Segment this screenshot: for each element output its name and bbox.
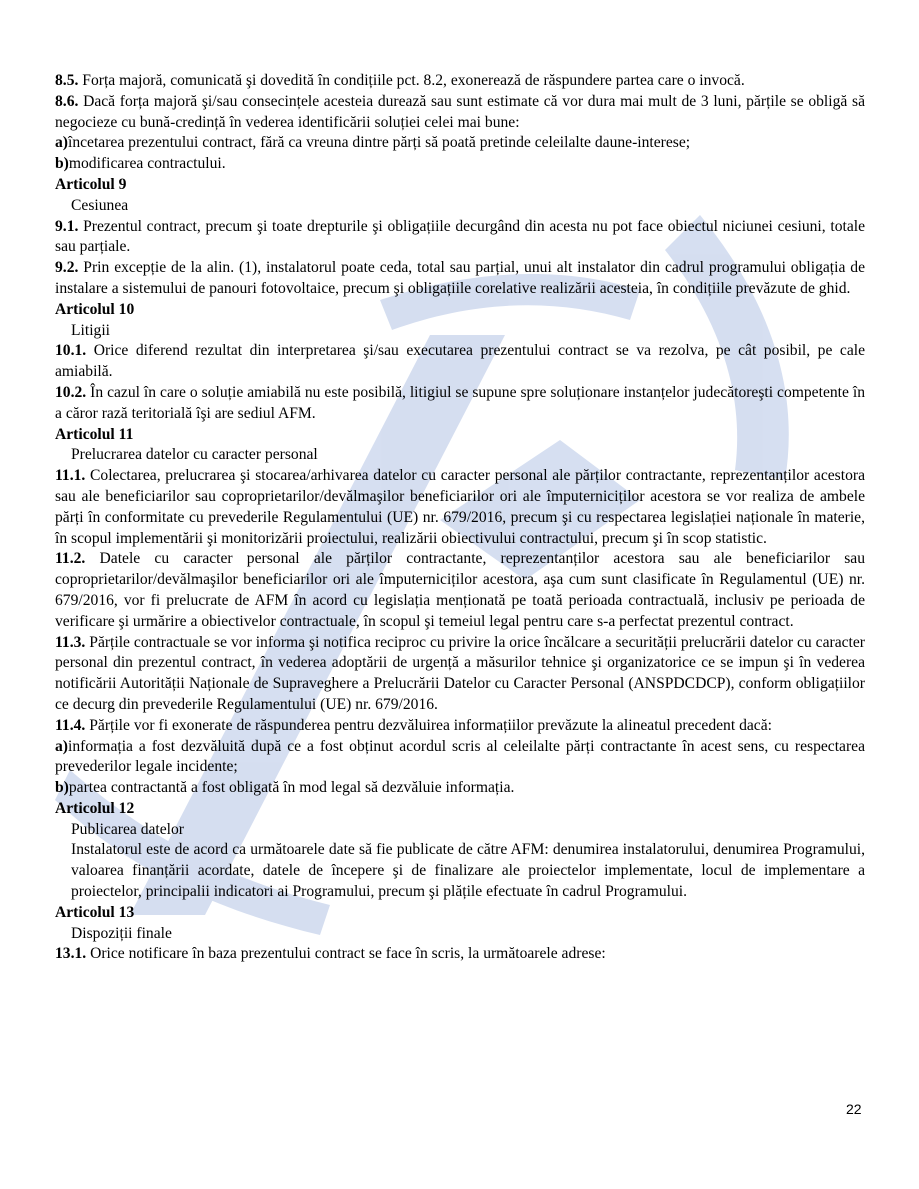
document-body <box>55 71 865 965</box>
paragraph-8-6-b: b)modificarea contractului. <box>55 155 226 173</box>
paragraph-11-4-b: b)partea contractantă a fost obligată în mod legal să dezvăluie informația. <box>55 779 515 797</box>
article-10-title: Articolul 10 <box>55 300 135 318</box>
paragraph-10-1: 10.1. Orice diferend rezultat din interpretarea şi/sau executarea prezentului contract se va rezolva, pe cât posibil, pe cale amiabilă. <box>55 342 865 381</box>
paragraph-11-3: 11.3. Părțile contractuale se vor informa şi notifica reciproc cu privire la orice încălcare a securității prelucrării datelor cu caracter personal din prezentul contract, în vederea adoptării de urgență a măsurilor tehnice şi organizatorice ce se impun şi în vederea notificării Autorității Naționale de Supraveghere a Prelucrării Datelor cu Caracter Personal (ANSPDCDCP), conform obligațiilor ce decurg din prevederile Regulamentului (UE) nr. 679/2016. <box>55 633 865 713</box>
paragraph-8-5: 8.5. Forța majoră, comunicată şi dovedită în condițiile pct. 8.2, exonerează de răspundere partea care o invocă. <box>55 72 745 89</box>
article-10-subtitle: Litigii <box>71 321 110 339</box>
article-13-title: Articolul 13 <box>55 903 135 921</box>
paragraph-11-4: 11.4. Părțile vor fi exonerate de răspunderea pentru dezvăluirea informațiilor prevăzute la alineatul precedent dacă: <box>55 716 772 734</box>
paragraph-10-2: 10.2. În cazul în care o soluție amiabilă nu este posibilă, litigiul se supune spre soluționare instanțelor judecătoreşti competente în a căror rază teritorială îşi are sediul AFM. <box>55 383 865 422</box>
article-9-title: Articolul 9 <box>55 175 127 193</box>
paragraph-11-4-a: a)informația a fost dezvăluită după ce a fost obținut acordul scris al celeilalte părți contractante în acest sens, cu respectarea prevederilor legale incidente; <box>55 737 865 776</box>
article-13-subtitle: Dispoziții finale <box>71 924 172 942</box>
article-11-title: Articolul 11 <box>55 425 134 443</box>
article-12-subtitle: Publicarea datelor <box>71 820 185 838</box>
article-11-subtitle: Prelucrarea datelor cu caracter personal <box>71 446 318 464</box>
article-12-text: Instalatorul este de acord ca următoarele date să fie publicate de către AFM: denumirea instalatorului, denumirea Programului, valoarea finanțării acordate, datele de începere şi de finalizare ale proiectelor implementate, locul de implementare a proiectelor, principalii indicatori ai Programului, precum şi plățile efectuate în cadrul Programului. <box>71 841 865 901</box>
article-9-subtitle: Cesiunea <box>71 196 129 214</box>
article-12-title: Articolul 12 <box>55 799 135 817</box>
page-number: 22 <box>846 1101 862 1117</box>
paragraph-8-6: 8.6. Dacă forța majoră şi/sau consecințele acesteia durează sau sunt estimate că vor dura mai mult de 3 luni, părțile se obligă să negocieze cu bună-credință în vederea identificării soluției celei mai bune: <box>55 92 865 131</box>
paragraph-9-1: 9.1. Prezentul contract, precum şi toate drepturile şi obligațiile decurgând din acesta nu pot face obiectul niciunei cesiuni, totale sau parțiale. <box>55 217 865 256</box>
paragraph-11-1: 11.1. Colectarea, prelucrarea şi stocarea/arhivarea datelor cu caracter personal ale părților contractante, reprezentanților acestora sau ale beneficiarilor sau coproprietarilor/devălmaşilor beneficiarilor ori ale împuterniciților acestora se vor realiza de ambele părți în conformitate cu prevederile Regulamentului (UE) nr. 679/2016, precum şi cu respectarea legislației naționale în materie, în scopul implementării şi monitorizării proiectului, realizării obiectivului contractului, precum şi în scop statistic. <box>55 467 865 547</box>
paragraph-13-1: 13.1. Orice notificare în baza prezentului contract se face în scris, la următoarele adrese: <box>55 945 606 963</box>
paragraph-9-2: 9.2. Prin excepție de la alin. (1), instalatorul poate ceda, total sau parțial, unui alt instalator din cadrul programului obligația de instalare a sistemului de panouri fotovoltaice, precum şi obligațiile corelative realizării acesteia, în condițiile prevăzute de ghid. <box>55 259 865 297</box>
paragraph-8-6-a: a)încetarea prezentului contract, fără ca vreuna dintre părți să poată pretinde celeilalte daune-interese; <box>55 134 691 152</box>
paragraph-11-2: 11.2. Datele cu caracter personal ale părților contractante, reprezentanților acestora sau ale beneficiarilor sau coproprietarilor/devălmaşilor beneficiarilor ori ale împuterniciților acestora, aşa cum sunt clasificate în Regulamentul (UE) nr. 679/2016, vor fi prelucrate de AFM în acord cu legislația menționată pe toată perioada contractuală, inclusiv pe perioada de verificare şi urmărire a obiectivelor contractuale, în scopul şi temeiul legal pentru care s-a perfectat prezentul contract. <box>55 550 865 630</box>
